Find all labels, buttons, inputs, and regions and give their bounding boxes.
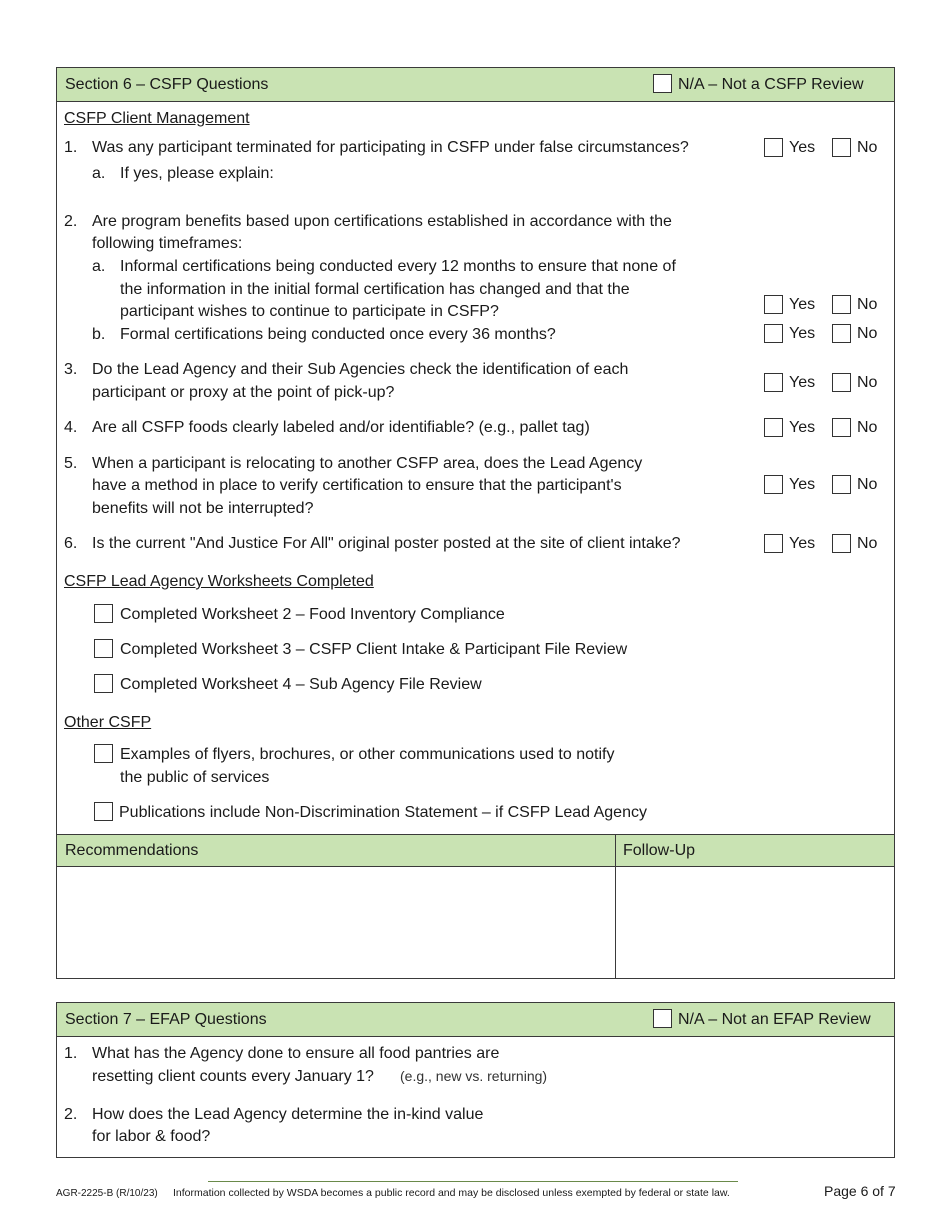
flyers-line1: Examples of flyers, brochures, or other communications used to notify [120,746,615,763]
worksheet-2-label: Completed Worksheet 2 – Food Inventory Compliance [120,606,505,623]
q2-line1: Are program benefits based upon certifications established in accordance with the [92,213,672,230]
q1a-text: If yes, please explain: [120,165,274,182]
q2a-line1: Informal certifications being conducted every 12 months to ensure that none of [120,258,676,275]
q3-line1: Do the Lead Agency and their Sub Agencies check the identification of each [92,361,629,378]
efap-na-checkbox[interactable] [653,1009,672,1028]
q2a-line3: participant wishes to continue to participate in CSFP? [120,303,499,320]
q1-number: 1. [64,139,78,156]
q2b-no-checkbox[interactable] [832,324,851,343]
q1-text: Was any participant terminated for participating in CSFP under false circumstances? [92,139,689,156]
q2b-letter: b. [92,326,106,343]
q5-yes-checkbox[interactable] [764,475,783,494]
q5-number: 5. [64,455,78,472]
section-6-title: Section 6 – CSFP Questions [65,76,269,93]
flyers-checkbox[interactable] [94,744,113,763]
worksheet-2-checkbox[interactable] [94,604,113,623]
q4-yes-checkbox[interactable] [764,418,783,437]
recommendations-label: Recommendations [65,842,199,859]
efap-q1-line1: What has the Agency done to ensure all food pantries are [92,1045,500,1062]
q6-no-checkbox[interactable] [832,534,851,553]
followup-label: Follow-Up [623,842,696,859]
flyers-line2: the public of services [120,769,270,786]
section-7-title: Section 7 – EFAP Questions [65,1011,267,1028]
q6-yes-label: Yes [789,535,816,552]
q2b-yes-checkbox[interactable] [764,324,783,343]
q2b-no-label: No [857,325,878,342]
q4-number: 4. [64,419,78,436]
worksheets-heading: CSFP Lead Agency Worksheets Completed [64,573,374,590]
q2a-line2: the information in the initial formal certification has changed and that the [120,281,630,298]
section-6-header [57,68,894,102]
q1a-letter: a. [92,165,106,182]
q5-no-checkbox[interactable] [832,475,851,494]
q3-yes-label: Yes [789,374,816,391]
q6-number: 6. [64,535,78,552]
q2a-yes-label: Yes [789,296,816,313]
q3-yes-checkbox[interactable] [764,373,783,392]
q1-yes-label: Yes [789,139,816,156]
q4-text: Are all CSFP foods clearly labeled and/or identifiable? (e.g., pallet tag) [92,419,590,436]
csfp-na-checkbox[interactable] [653,74,672,93]
efap-na-label: N/A – Not an EFAP Review [678,1011,871,1028]
efap-q2-line2: for labor & food? [92,1128,211,1145]
q2-line2: following timeframes: [92,235,243,252]
client-management-heading: CSFP Client Management [64,110,250,127]
q1-no-checkbox[interactable] [832,138,851,157]
q2a-letter: a. [92,258,106,275]
q4-yes-label: Yes [789,419,816,436]
csfp-na-label: N/A – Not a CSFP Review [678,76,864,93]
q3-line2: participant or proxy at the point of pick-up? [92,384,395,401]
footer-page-number: Page 6 of 7 [824,1183,896,1199]
worksheet-3-label: Completed Worksheet 3 – CSFP Client Intake & Participant File Review [120,641,628,658]
q6-text: Is the current "And Justice For All" original poster posted at the site of client intake? [92,535,681,552]
efap-q2-line1: How does the Lead Agency determine the in-kind value [92,1106,484,1123]
q6-no-label: No [857,535,878,552]
publications-label: Publications include Non-Discrimination Statement – if CSFP Lead Agency [119,804,647,821]
q3-no-label: No [857,374,878,391]
section-7-header [57,1003,894,1037]
q5-no-label: No [857,476,878,493]
q2a-no-label: No [857,296,878,313]
recommendations-field[interactable] [57,867,615,978]
publications-checkbox[interactable] [94,802,113,821]
followup-field[interactable] [616,867,894,978]
q2a-no-checkbox[interactable] [832,295,851,314]
q3-number: 3. [64,361,78,378]
q3-no-checkbox[interactable] [832,373,851,392]
efap-q1-line2: resetting client counts every January 1? [92,1068,374,1085]
q2-number: 2. [64,213,78,230]
worksheet-4-label: Completed Worksheet 4 – Sub Agency File Review [120,676,482,693]
q2a-yes-checkbox[interactable] [764,295,783,314]
efap-q1-number: 1. [64,1045,78,1062]
q5-yes-label: Yes [789,476,816,493]
q2b-text: Formal certifications being conducted once every 36 months? [120,326,556,343]
efap-q2-number: 2. [64,1106,78,1123]
q4-no-label: No [857,419,878,436]
section-6 [56,67,895,979]
q5-line3: benefits will not be interrupted? [92,500,314,517]
efap-q1-note: (e.g., new vs. returning) [400,1068,548,1084]
q4-no-checkbox[interactable] [832,418,851,437]
other-csfp-heading: Other CSFP [64,714,152,731]
footer-notice: Information collected by WSDA becomes a public record and may be disclosed unless exempted by federal or state law. [173,1187,730,1199]
q5-line2: have a method in place to verify certification to ensure that the participant's [92,477,622,494]
q6-yes-checkbox[interactable] [764,534,783,553]
worksheet-4-checkbox[interactable] [94,674,113,693]
q1-no-label: No [857,139,878,156]
q2b-yes-label: Yes [789,325,816,342]
footer-form-id: AGR-2225-B (R/10/23) [56,1188,158,1199]
worksheet-3-checkbox[interactable] [94,639,113,658]
q5-line1: When a participant is relocating to another CSFP area, does the Lead Agency [92,455,643,472]
q1-yes-checkbox[interactable] [764,138,783,157]
